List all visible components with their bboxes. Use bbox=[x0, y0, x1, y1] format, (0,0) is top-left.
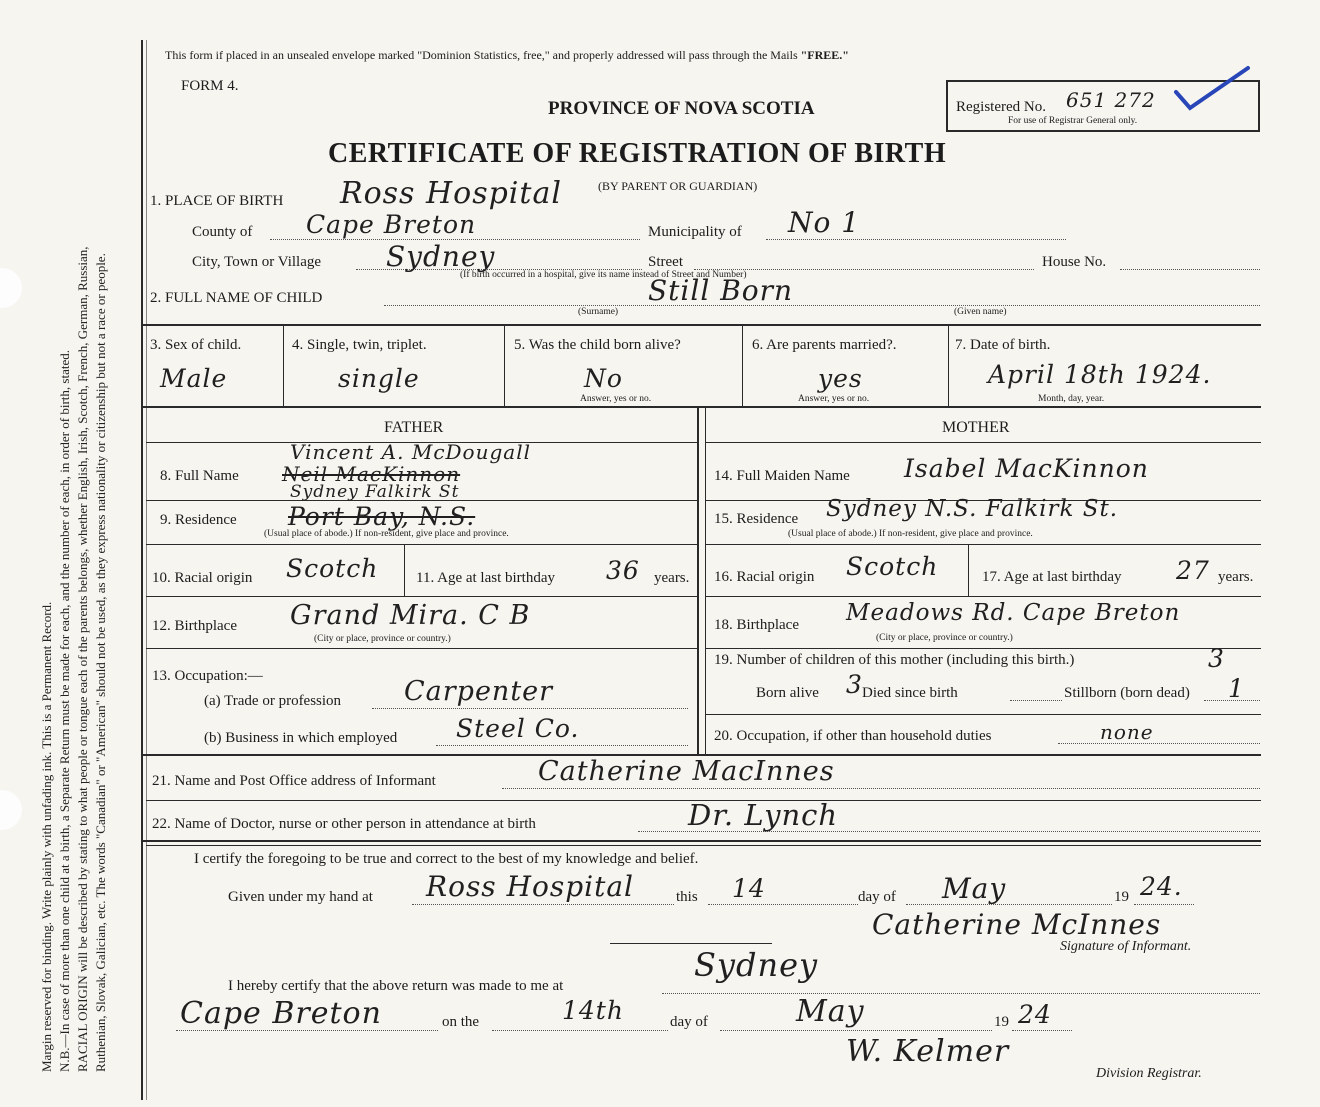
father-residence-value: Sydney Falkirk St bbox=[290, 482, 460, 502]
margin-note-4: Ruthenian, Slovak, Galician, etc. The words "Canadian" or "American" should not be used, as they express nationality or citizenship but not a race or people. bbox=[93, 253, 108, 1072]
father-birthplace-value: Grand Mira. C B bbox=[290, 600, 531, 631]
binding-hole bbox=[0, 268, 22, 308]
doctor-value: Dr. Lynch bbox=[688, 798, 839, 832]
place-of-birth-label: 1. PLACE OF BIRTH bbox=[150, 193, 284, 209]
registrar-day-of-label: day of bbox=[670, 1014, 708, 1030]
given-day-of-label: day of bbox=[858, 889, 896, 905]
plurality-label: 4. Single, twin, triplet. bbox=[292, 337, 427, 353]
father-birthplace-note: (City or place, province or country.) bbox=[314, 634, 451, 644]
informant-signature-caption: Signature of Informant. bbox=[1060, 939, 1192, 954]
informant-value: Catherine MacInnes bbox=[538, 756, 835, 787]
mother-age-label: 17. Age at last birthday bbox=[982, 569, 1122, 585]
father-age-label: 11. Age at last birthday bbox=[416, 570, 555, 586]
date-of-birth-label: 7. Date of birth. bbox=[955, 337, 1051, 353]
born-alive-note: Answer, yes or no. bbox=[580, 394, 652, 404]
father-birthplace-label: 12. Birthplace bbox=[152, 618, 237, 634]
informant-label: 21. Name and Post Office address of Informant bbox=[152, 773, 436, 789]
mother-name-value: Isabel MacKinnon bbox=[904, 454, 1149, 483]
mother-residence-label: 15. Residence bbox=[714, 511, 799, 527]
municipality-value: No 1 bbox=[788, 206, 861, 239]
registrar-year-prefix: 19 bbox=[994, 1014, 1009, 1030]
mother-residence-value: Sydney N.S. Falkirk St. bbox=[826, 496, 1119, 522]
father-heading: FATHER bbox=[384, 419, 444, 436]
this-label: this bbox=[676, 889, 698, 905]
born-alive-value: No bbox=[584, 364, 623, 393]
sex-label: 3. Sex of child. bbox=[150, 337, 242, 353]
binding-hole bbox=[0, 790, 22, 830]
registrar-month-value: May bbox=[796, 994, 865, 1029]
informant-signature: Catherine McInnes bbox=[872, 908, 1162, 941]
city-value: Sydney bbox=[386, 240, 496, 273]
registrar-day-value: 14th bbox=[562, 996, 624, 1025]
mother-years: years. bbox=[1218, 569, 1254, 585]
certify-statement: I certify the foregoing to be true and correct to the best of my knowledge and belief. bbox=[194, 851, 699, 867]
registrar-year-value: 24 bbox=[1018, 1000, 1052, 1029]
registrar-statement: I hereby certify that the above return was made to me at bbox=[228, 978, 564, 994]
margin-note-2: N.B.—In case of more than one child at a birth, a Separate Return must be made for each, and the number of each, in order of birth, stated. bbox=[57, 350, 72, 1072]
mother-racial-label: 16. Racial origin bbox=[714, 569, 815, 585]
father-name-label: 8. Full Name bbox=[160, 468, 239, 484]
trade-value: Carpenter bbox=[404, 676, 554, 707]
father-occupation-label: 13. Occupation:— bbox=[152, 668, 263, 684]
registrar-note: For use of Registrar General only. bbox=[1008, 116, 1138, 126]
form-left-border-inner bbox=[146, 40, 147, 1100]
registered-label: Registered No. bbox=[956, 99, 1046, 115]
mother-birthplace-value: Meadows Rd. Cape Breton bbox=[846, 600, 1181, 626]
mother-racial-value: Scotch bbox=[846, 552, 939, 581]
father-residence-label: 9. Residence bbox=[160, 512, 237, 528]
margin-notes bbox=[38, 32, 146, 1072]
registered-number: 651 272 bbox=[1066, 88, 1156, 112]
margin-note-3: RACIAL ORIGIN will be described by stating to what people or tongue each of the parents belongs, whether English, Irish, Scotch, French, German, Russian, bbox=[75, 246, 90, 1072]
children-count-label: 19. Number of children of this mother (including this birth.) bbox=[714, 652, 1075, 668]
born-alive-count-value: 3 bbox=[846, 670, 863, 699]
father-residence-struck: Port Bay, N.S. bbox=[288, 502, 476, 531]
father-name-struck: Neil MacKinnon bbox=[282, 462, 461, 486]
mother-occupation-label: 20. Occupation, if other than household duties bbox=[714, 728, 992, 744]
city-label: City, Town or Village bbox=[192, 254, 322, 270]
given-day-value: 14 bbox=[732, 874, 766, 903]
county-value: Cape Breton bbox=[306, 210, 477, 239]
registrar-signature-caption: Division Registrar. bbox=[1096, 1066, 1202, 1081]
business-label: (b) Business in which employed bbox=[204, 730, 398, 746]
father-racial-value: Scotch bbox=[286, 554, 379, 583]
father-racial-label: 10. Racial origin bbox=[152, 570, 253, 586]
margin-note-1: Margin reserved for binding. Write plainly with unfading ink. This is a Permanent Record. bbox=[39, 601, 54, 1072]
plurality-value: single bbox=[338, 364, 420, 393]
trade-label: (a) Trade or profession bbox=[204, 693, 342, 709]
on-the-label: on the bbox=[442, 1014, 480, 1030]
child-name-value: Still Born bbox=[648, 274, 794, 307]
county-label: County of bbox=[192, 224, 253, 240]
died-since-birth-label: Died since birth bbox=[862, 685, 958, 701]
surname-note: (Surname) bbox=[578, 307, 619, 317]
given-name-note: (Given name) bbox=[954, 307, 1007, 317]
married-note: Answer, yes or no. bbox=[798, 394, 870, 404]
married-label: 6. Are parents married?. bbox=[752, 337, 897, 353]
born-alive-label: 5. Was the child born alive? bbox=[514, 337, 681, 353]
registrar-place-value: Sydney bbox=[694, 946, 819, 984]
certificate-title: CERTIFICATE OF REGISTRATION OF BIRTH bbox=[328, 138, 947, 169]
by-parent-note: (BY PARENT OR GUARDIAN) bbox=[598, 179, 758, 193]
married-value: yes bbox=[818, 364, 863, 393]
given-year-prefix: 19 bbox=[1114, 889, 1129, 905]
father-name-value: Vincent A. McDougall bbox=[290, 440, 531, 464]
place-of-birth-value: Ross Hospital bbox=[340, 176, 562, 211]
house-label: House No. bbox=[1042, 254, 1107, 270]
doctor-label: 22. Name of Doctor, nurse or other person in attendance at birth bbox=[152, 816, 536, 832]
form-left-border bbox=[141, 40, 143, 1100]
children-count-value: 3 bbox=[1208, 644, 1225, 673]
mother-birthplace-label: 18. Birthplace bbox=[714, 617, 799, 633]
father-residence-note: (Usual place of abode.) If non-resident, give place and province. bbox=[264, 529, 509, 539]
business-value: Steel Co. bbox=[456, 714, 580, 743]
mail-note: This form if placed in an unsealed envelope marked "Dominion Statistics, free," and properly addressed will pass through the Mails "FREE." bbox=[165, 48, 849, 62]
given-under-label: Given under my hand at bbox=[228, 889, 373, 905]
date-of-birth-note: Month, day, year. bbox=[1038, 394, 1105, 404]
given-place-value: Ross Hospital bbox=[426, 870, 635, 903]
registrar-signature: W. Kelmer bbox=[846, 1034, 1010, 1069]
stillborn-label: Stillborn (born dead) bbox=[1064, 685, 1190, 701]
mother-age-value: 27 bbox=[1176, 556, 1210, 585]
municipality-label: Municipality of bbox=[648, 224, 742, 240]
street-label: Street bbox=[648, 254, 683, 270]
born-alive-count-label: Born alive bbox=[756, 685, 819, 701]
father-years: years. bbox=[654, 570, 690, 586]
mother-birthplace-note: (City or place, province or country.) bbox=[876, 633, 1013, 643]
province-title: PROVINCE OF NOVA SCOTIA bbox=[548, 98, 815, 119]
hospital-note: (If birth occurred in a hospital, give its name instead of Street and Number) bbox=[460, 270, 747, 280]
given-year-value: 24. bbox=[1140, 872, 1183, 901]
father-age-value: 36 bbox=[606, 556, 640, 585]
registrar-county-value: Cape Breton bbox=[180, 996, 382, 1031]
mail-note-free: "FREE." bbox=[800, 48, 849, 62]
given-month-value: May bbox=[942, 872, 1007, 905]
date-of-birth-value: April 18th 1924. bbox=[988, 360, 1212, 389]
child-name-label: 2. FULL NAME OF CHILD bbox=[150, 290, 323, 306]
checkmark-icon bbox=[1172, 64, 1252, 119]
sex-value: Male bbox=[160, 364, 228, 393]
mother-name-label: 14. Full Maiden Name bbox=[714, 468, 850, 484]
stillborn-value: 1 bbox=[1228, 674, 1245, 703]
mother-residence-note: (Usual place of abode.) If non-resident, give place and province. bbox=[788, 529, 1033, 539]
mother-heading: MOTHER bbox=[942, 419, 1010, 436]
form-number: FORM 4. bbox=[181, 78, 239, 94]
mother-occupation-value: none bbox=[1100, 720, 1154, 744]
